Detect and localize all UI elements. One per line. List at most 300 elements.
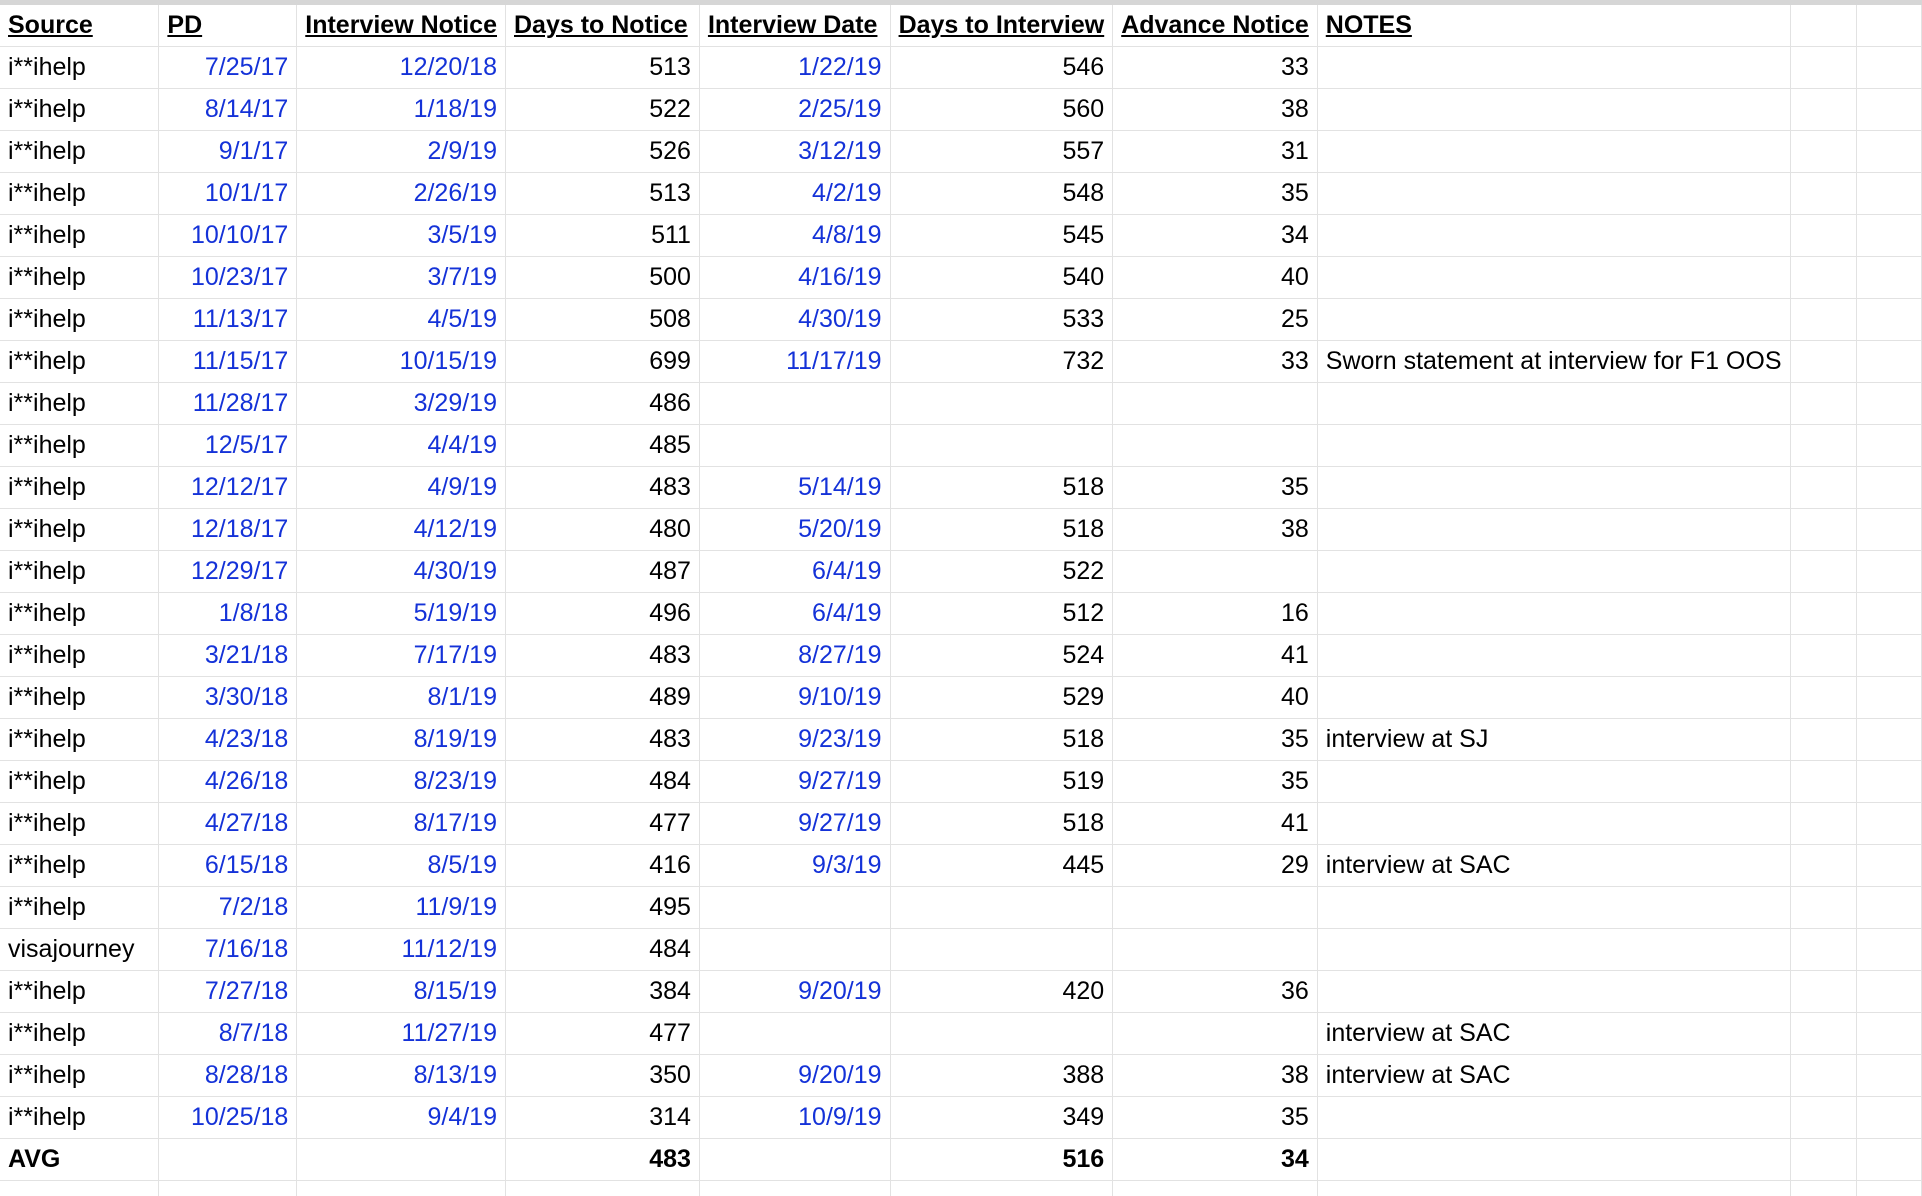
header-cell-extra-2[interactable] — [1856, 5, 1921, 47]
cell-pd[interactable]: 4/23/18 — [159, 719, 297, 761]
cell-extra-2[interactable] — [1856, 593, 1921, 635]
cell-extra-1[interactable] — [1790, 509, 1856, 551]
cell-interview-date[interactable] — [699, 1139, 890, 1181]
cell-extra-1[interactable] — [1790, 593, 1856, 635]
cell-days-to-notice[interactable]: 484 — [506, 761, 700, 803]
cell-days-to-notice[interactable]: 480 — [506, 509, 700, 551]
cell-extra-2[interactable] — [1856, 971, 1921, 1013]
cell-interview-date[interactable]: 5/14/19 — [699, 467, 890, 509]
cell-extra-2[interactable] — [1856, 677, 1921, 719]
cell-notice[interactable]: 8/13/19 — [297, 1055, 506, 1097]
cell-advance-notice[interactable]: 33 — [1113, 47, 1318, 89]
cell-source[interactable]: i**ihelp — [0, 1055, 159, 1097]
cell-interview-date[interactable]: 9/3/19 — [699, 845, 890, 887]
cell-interview-date[interactable]: 5/20/19 — [699, 509, 890, 551]
cell-notes[interactable] — [1317, 383, 1790, 425]
cell-notice[interactable]: 8/15/19 — [297, 971, 506, 1013]
cell-pd[interactable]: 12/12/17 — [159, 467, 297, 509]
cell-source[interactable]: i**ihelp — [0, 761, 159, 803]
cell-extra-1[interactable] — [1790, 845, 1856, 887]
cell-extra-2[interactable] — [1856, 845, 1921, 887]
cell-advance-notice[interactable]: 38 — [1113, 509, 1318, 551]
table-row — [0, 89, 1922, 131]
cell-extra-1[interactable] — [1790, 887, 1856, 929]
cell-days-to-interview[interactable]: 524 — [890, 635, 1113, 677]
cell-days-to-interview[interactable]: 548 — [890, 173, 1113, 215]
cell-pd[interactable]: 8/14/17 — [159, 89, 297, 131]
cell-notes[interactable] — [1317, 1139, 1790, 1181]
cell-extra-2[interactable] — [1856, 299, 1921, 341]
cell-source[interactable]: i**ihelp — [0, 341, 159, 383]
cell-extra-1[interactable] — [1790, 929, 1856, 971]
cell-interview-date[interactable]: 9/10/19 — [699, 677, 890, 719]
cell-pd[interactable]: 7/25/17 — [159, 47, 297, 89]
header-cell-interview-date[interactable]: Interview Date — [699, 5, 890, 47]
cell-advance-notice[interactable]: 35 — [1113, 173, 1318, 215]
header-cell-advance-notice[interactable]: Advance Notice — [1113, 5, 1318, 47]
cell-source[interactable]: i**ihelp — [0, 593, 159, 635]
cell-interview-date[interactable]: 9/20/19 — [699, 971, 890, 1013]
cell-notice[interactable]: 10/15/19 — [297, 341, 506, 383]
table-row — [0, 551, 1922, 593]
cell-extra-2[interactable] — [1856, 887, 1921, 929]
cell-source[interactable]: i**ihelp — [0, 677, 159, 719]
cell-extra-2[interactable] — [1856, 341, 1921, 383]
table-row — [0, 1013, 1922, 1055]
header-cell-source[interactable]: Source — [0, 5, 159, 47]
header-cell-pd[interactable]: PD — [159, 5, 297, 47]
cell-extra-2[interactable] — [1856, 425, 1921, 467]
empty-cell[interactable] — [699, 1181, 890, 1196]
cell-days-to-notice[interactable]: 513 — [506, 173, 700, 215]
cell-interview-date[interactable] — [699, 887, 890, 929]
avg-days-to-interview[interactable]: 516 — [890, 1139, 1113, 1181]
cell-pd[interactable]: 6/15/18 — [159, 845, 297, 887]
cell-notes[interactable]: interview at SAC — [1317, 845, 1790, 887]
cell-days-to-interview[interactable] — [890, 887, 1113, 929]
cell-notice[interactable]: 3/5/19 — [297, 215, 506, 257]
cell-days-to-interview[interactable] — [890, 1013, 1113, 1055]
cell-notes[interactable] — [1317, 551, 1790, 593]
cell-notes[interactable] — [1317, 803, 1790, 845]
avg-row — [0, 1139, 1922, 1181]
cell-extra-1[interactable] — [1790, 761, 1856, 803]
cell-pd[interactable]: 9/1/17 — [159, 131, 297, 173]
cell-days-to-interview[interactable]: 529 — [890, 677, 1113, 719]
cell-notes[interactable] — [1317, 257, 1790, 299]
cell-days-to-interview[interactable]: 518 — [890, 719, 1113, 761]
cell-days-to-notice[interactable]: 484 — [506, 929, 700, 971]
header-cell-notice[interactable]: Interview Notice — [297, 5, 506, 47]
cell-advance-notice[interactable]: 34 — [1113, 215, 1318, 257]
cell-notes[interactable]: interview at SJ — [1317, 719, 1790, 761]
cell-days-to-notice[interactable]: 489 — [506, 677, 700, 719]
cell-extra-1[interactable] — [1790, 1055, 1856, 1097]
cell-extra-2[interactable] — [1856, 467, 1921, 509]
table-row — [0, 677, 1922, 719]
cell-source[interactable]: i**ihelp — [0, 89, 159, 131]
cell-notice[interactable]: 3/7/19 — [297, 257, 506, 299]
empty-cell[interactable] — [1856, 1181, 1921, 1196]
cell-days-to-notice[interactable]: 314 — [506, 1097, 700, 1139]
cell-notes[interactable] — [1317, 467, 1790, 509]
cell-advance-notice[interactable]: 38 — [1113, 1055, 1318, 1097]
cell-pd[interactable]: 8/28/18 — [159, 1055, 297, 1097]
cell-extra-1[interactable] — [1790, 467, 1856, 509]
header-cell-extra-1[interactable] — [1790, 5, 1856, 47]
cell-source[interactable]: visajourney — [0, 929, 159, 971]
cell-days-to-notice[interactable]: 483 — [506, 635, 700, 677]
cell-days-to-interview[interactable]: 522 — [890, 551, 1113, 593]
cell-source[interactable]: i**ihelp — [0, 1013, 159, 1055]
cell-extra-2[interactable] — [1856, 551, 1921, 593]
cell-days-to-notice[interactable]: 508 — [506, 299, 700, 341]
cell-source[interactable]: i**ihelp — [0, 1097, 159, 1139]
cell-notice[interactable]: 4/12/19 — [297, 509, 506, 551]
cell-extra-1[interactable] — [1790, 1013, 1856, 1055]
cell-days-to-notice[interactable]: 487 — [506, 551, 700, 593]
cell-extra-1[interactable] — [1790, 215, 1856, 257]
table-row — [0, 47, 1922, 89]
cell-source[interactable]: i**ihelp — [0, 635, 159, 677]
cell-days-to-notice[interactable]: 486 — [506, 383, 700, 425]
cell-source[interactable]: i**ihelp — [0, 719, 159, 761]
cell-extra-1[interactable] — [1790, 1097, 1856, 1139]
cell-days-to-interview[interactable]: 512 — [890, 593, 1113, 635]
cell-notice[interactable]: 2/9/19 — [297, 131, 506, 173]
cell-extra-2[interactable] — [1856, 383, 1921, 425]
cell-extra-2[interactable] — [1856, 1055, 1921, 1097]
cell-source[interactable]: i**ihelp — [0, 551, 159, 593]
cell-notes[interactable] — [1317, 929, 1790, 971]
cell-days-to-interview[interactable]: 518 — [890, 467, 1113, 509]
cell-notes[interactable] — [1317, 173, 1790, 215]
cell-extra-1[interactable] — [1790, 383, 1856, 425]
cell-source[interactable]: i**ihelp — [0, 887, 159, 929]
cell-advance-notice[interactable]: 35 — [1113, 467, 1318, 509]
cell-pd[interactable]: 12/5/17 — [159, 425, 297, 467]
cell-days-to-interview[interactable]: 546 — [890, 47, 1113, 89]
cell-days-to-interview[interactable]: 518 — [890, 803, 1113, 845]
cell-notice[interactable]: 8/5/19 — [297, 845, 506, 887]
cell-notice[interactable]: 11/27/19 — [297, 1013, 506, 1055]
cell-interview-date[interactable]: 11/17/19 — [699, 341, 890, 383]
cell-days-to-notice[interactable]: 384 — [506, 971, 700, 1013]
cell-days-to-interview[interactable]: 560 — [890, 89, 1113, 131]
cell-notes[interactable] — [1317, 47, 1790, 89]
avg-advance-notice[interactable]: 34 — [1113, 1139, 1318, 1181]
cell-notice[interactable]: 3/29/19 — [297, 383, 506, 425]
cell-source[interactable]: i**ihelp — [0, 383, 159, 425]
avg-label[interactable]: AVG — [0, 1139, 159, 1181]
cell-notice[interactable]: 1/18/19 — [297, 89, 506, 131]
cell-interview-date[interactable]: 6/4/19 — [699, 593, 890, 635]
cell-interview-date[interactable] — [699, 383, 890, 425]
cell-notice[interactable]: 11/9/19 — [297, 887, 506, 929]
cell-extra-1[interactable] — [1790, 677, 1856, 719]
cell-interview-date[interactable]: 9/23/19 — [699, 719, 890, 761]
cell-interview-date[interactable]: 2/25/19 — [699, 89, 890, 131]
cell-pd[interactable]: 12/29/17 — [159, 551, 297, 593]
cell-source[interactable]: i**ihelp — [0, 467, 159, 509]
cell-pd[interactable]: 10/1/17 — [159, 173, 297, 215]
cell-advance-notice[interactable]: 36 — [1113, 971, 1318, 1013]
cell-notes[interactable]: Sworn statement at interview for F1 OOS — [1317, 341, 1790, 383]
cell-pd[interactable]: 4/27/18 — [159, 803, 297, 845]
cell-source[interactable]: i**ihelp — [0, 215, 159, 257]
cell-days-to-interview[interactable]: 349 — [890, 1097, 1113, 1139]
cell-notes[interactable] — [1317, 509, 1790, 551]
cell-extra-2[interactable] — [1856, 929, 1921, 971]
cell-days-to-interview[interactable]: 732 — [890, 341, 1113, 383]
cell-interview-date[interactable]: 4/30/19 — [699, 299, 890, 341]
cell-advance-notice[interactable] — [1113, 1013, 1318, 1055]
cell-extra-1[interactable] — [1790, 89, 1856, 131]
cell-source[interactable]: i**ihelp — [0, 131, 159, 173]
cell-advance-notice[interactable]: 40 — [1113, 257, 1318, 299]
cell-notice[interactable]: 2/26/19 — [297, 173, 506, 215]
cell-source[interactable]: i**ihelp — [0, 173, 159, 215]
cell-extra-2[interactable] — [1856, 215, 1921, 257]
cell-interview-date[interactable]: 10/9/19 — [699, 1097, 890, 1139]
cell-notice[interactable]: 7/17/19 — [297, 635, 506, 677]
avg-days-to-notice[interactable]: 483 — [506, 1139, 700, 1181]
cell-extra-2[interactable] — [1856, 47, 1921, 89]
table-row — [0, 971, 1922, 1013]
table-row — [0, 761, 1922, 803]
cell-extra-2[interactable] — [1856, 257, 1921, 299]
cell-notice[interactable]: 4/30/19 — [297, 551, 506, 593]
cell-notice[interactable]: 4/9/19 — [297, 467, 506, 509]
cell-notes[interactable]: interview at SAC — [1317, 1055, 1790, 1097]
cell-notice[interactable]: 8/23/19 — [297, 761, 506, 803]
cell-extra-1[interactable] — [1790, 173, 1856, 215]
cell-source[interactable]: i**ihelp — [0, 803, 159, 845]
cell-notes[interactable] — [1317, 1097, 1790, 1139]
cell-days-to-notice[interactable]: 495 — [506, 887, 700, 929]
cell-notes[interactable] — [1317, 677, 1790, 719]
cell-pd[interactable]: 1/8/18 — [159, 593, 297, 635]
cell-notice[interactable]: 9/4/19 — [297, 1097, 506, 1139]
cell-days-to-interview[interactable] — [890, 383, 1113, 425]
cell-notes[interactable] — [1317, 971, 1790, 1013]
cell-advance-notice[interactable] — [1113, 887, 1318, 929]
cell-extra-1[interactable] — [1790, 299, 1856, 341]
cell-interview-date[interactable] — [699, 1013, 890, 1055]
cell-extra-2[interactable] — [1856, 1139, 1921, 1181]
cell-advance-notice[interactable]: 41 — [1113, 635, 1318, 677]
cell-notice[interactable]: 12/20/18 — [297, 47, 506, 89]
cell-extra-1[interactable] — [1790, 341, 1856, 383]
cell-days-to-interview[interactable]: 519 — [890, 761, 1113, 803]
cell-days-to-interview[interactable]: 533 — [890, 299, 1113, 341]
empty-cell[interactable] — [1790, 1181, 1856, 1196]
empty-cell[interactable] — [506, 1181, 700, 1196]
cell-extra-1[interactable] — [1790, 131, 1856, 173]
cell-days-to-interview[interactable]: 540 — [890, 257, 1113, 299]
cell-days-to-notice[interactable]: 513 — [506, 47, 700, 89]
cell-notes[interactable] — [1317, 635, 1790, 677]
cell-advance-notice[interactable]: 35 — [1113, 761, 1318, 803]
cell-interview-date[interactable]: 1/22/19 — [699, 47, 890, 89]
header-cell-days-to-interview[interactable]: Days to Interview — [890, 5, 1113, 47]
cell-days-to-notice[interactable]: 699 — [506, 341, 700, 383]
cell-notes[interactable] — [1317, 215, 1790, 257]
cell-days-to-interview[interactable] — [890, 929, 1113, 971]
cell-notes[interactable] — [1317, 593, 1790, 635]
cell-days-to-interview[interactable]: 518 — [890, 509, 1113, 551]
cell-source[interactable]: i**ihelp — [0, 971, 159, 1013]
header-cell-notes[interactable]: NOTES — [1317, 5, 1790, 47]
cell-days-to-interview[interactable] — [890, 425, 1113, 467]
cell-notes[interactable]: interview at SAC — [1317, 1013, 1790, 1055]
cell-advance-notice[interactable]: 33 — [1113, 341, 1318, 383]
cell-extra-1[interactable] — [1790, 551, 1856, 593]
cell-advance-notice[interactable] — [1113, 383, 1318, 425]
cell-pd[interactable]: 7/16/18 — [159, 929, 297, 971]
cell-pd[interactable]: 10/10/17 — [159, 215, 297, 257]
cell-pd[interactable]: 11/28/17 — [159, 383, 297, 425]
cell-advance-notice[interactable] — [1113, 551, 1318, 593]
cell-extra-1[interactable] — [1790, 635, 1856, 677]
cell-extra-2[interactable] — [1856, 761, 1921, 803]
empty-cell[interactable] — [1113, 1181, 1318, 1196]
empty-cell[interactable] — [1317, 1181, 1790, 1196]
cell-extra-2[interactable] — [1856, 131, 1921, 173]
cell-interview-date[interactable]: 8/27/19 — [699, 635, 890, 677]
table-row — [0, 593, 1922, 635]
cell-notes[interactable] — [1317, 425, 1790, 467]
cell-notice[interactable] — [297, 1139, 506, 1181]
cell-advance-notice[interactable]: 38 — [1113, 89, 1318, 131]
cell-extra-2[interactable] — [1856, 173, 1921, 215]
cell-advance-notice[interactable]: 29 — [1113, 845, 1318, 887]
cell-notice[interactable]: 5/19/19 — [297, 593, 506, 635]
cell-source[interactable]: i**ihelp — [0, 425, 159, 467]
cell-interview-date[interactable] — [699, 425, 890, 467]
cell-advance-notice[interactable] — [1113, 929, 1318, 971]
cell-source[interactable]: i**ihelp — [0, 845, 159, 887]
cell-notice[interactable]: 11/12/19 — [297, 929, 506, 971]
cell-advance-notice[interactable]: 40 — [1113, 677, 1318, 719]
cell-advance-notice[interactable]: 35 — [1113, 719, 1318, 761]
cell-extra-2[interactable] — [1856, 1013, 1921, 1055]
cell-extra-2[interactable] — [1856, 509, 1921, 551]
cell-days-to-interview[interactable]: 557 — [890, 131, 1113, 173]
cell-pd[interactable]: 4/26/18 — [159, 761, 297, 803]
cell-notice[interactable]: 8/1/19 — [297, 677, 506, 719]
cell-advance-notice[interactable]: 41 — [1113, 803, 1318, 845]
empty-cell[interactable] — [0, 1181, 159, 1196]
cell-interview-date[interactable]: 4/16/19 — [699, 257, 890, 299]
cell-extra-2[interactable] — [1856, 803, 1921, 845]
cell-extra-1[interactable] — [1790, 47, 1856, 89]
cell-pd[interactable]: 3/30/18 — [159, 677, 297, 719]
cell-extra-1[interactable] — [1790, 803, 1856, 845]
cell-interview-date[interactable]: 9/27/19 — [699, 803, 890, 845]
cell-advance-notice[interactable]: 25 — [1113, 299, 1318, 341]
cell-interview-date[interactable]: 3/12/19 — [699, 131, 890, 173]
cell-notice[interactable]: 8/17/19 — [297, 803, 506, 845]
table-row — [0, 1055, 1922, 1097]
cell-pd[interactable]: 11/13/17 — [159, 299, 297, 341]
cell-interview-date[interactable]: 4/8/19 — [699, 215, 890, 257]
empty-cell[interactable] — [890, 1181, 1113, 1196]
cell-notes[interactable] — [1317, 89, 1790, 131]
cell-days-to-notice[interactable]: 526 — [506, 131, 700, 173]
cell-interview-date[interactable]: 6/4/19 — [699, 551, 890, 593]
header-cell-days-to-notice[interactable]: Days to Notice — [506, 5, 700, 47]
cell-extra-2[interactable] — [1856, 635, 1921, 677]
cell-pd[interactable] — [159, 1139, 297, 1181]
cell-notice[interactable]: 4/4/19 — [297, 425, 506, 467]
cell-source[interactable]: i**ihelp — [0, 299, 159, 341]
cell-days-to-interview[interactable]: 445 — [890, 845, 1113, 887]
cell-extra-1[interactable] — [1790, 971, 1856, 1013]
cell-interview-date[interactable]: 4/2/19 — [699, 173, 890, 215]
cell-pd[interactable]: 8/7/18 — [159, 1013, 297, 1055]
cell-notes[interactable] — [1317, 131, 1790, 173]
cell-notes[interactable] — [1317, 299, 1790, 341]
cell-days-to-notice[interactable]: 511 — [506, 215, 700, 257]
cell-interview-date[interactable]: 9/20/19 — [699, 1055, 890, 1097]
cell-notice[interactable]: 4/5/19 — [297, 299, 506, 341]
cell-pd[interactable]: 10/23/17 — [159, 257, 297, 299]
cell-days-to-notice[interactable]: 500 — [506, 257, 700, 299]
cell-pd[interactable]: 12/18/17 — [159, 509, 297, 551]
cell-days-to-notice[interactable]: 522 — [506, 89, 700, 131]
cell-interview-date[interactable]: 9/27/19 — [699, 761, 890, 803]
cell-advance-notice[interactable]: 35 — [1113, 1097, 1318, 1139]
cell-advance-notice[interactable]: 16 — [1113, 593, 1318, 635]
cell-extra-2[interactable] — [1856, 719, 1921, 761]
cell-source[interactable]: i**ihelp — [0, 47, 159, 89]
cell-extra-2[interactable] — [1856, 89, 1921, 131]
cell-days-to-notice[interactable]: 477 — [506, 1013, 700, 1055]
cell-extra-1[interactable] — [1790, 1139, 1856, 1181]
cell-days-to-notice[interactable]: 485 — [506, 425, 700, 467]
cell-pd[interactable]: 11/15/17 — [159, 341, 297, 383]
empty-cell[interactable] — [297, 1181, 506, 1196]
cell-notes[interactable] — [1317, 761, 1790, 803]
cell-extra-2[interactable] — [1856, 1097, 1921, 1139]
cell-days-to-interview[interactable]: 420 — [890, 971, 1113, 1013]
cell-days-to-notice[interactable]: 350 — [506, 1055, 700, 1097]
cell-source[interactable]: i**ihelp — [0, 257, 159, 299]
cell-notice[interactable]: 8/19/19 — [297, 719, 506, 761]
empty-cell[interactable] — [159, 1181, 297, 1196]
cell-source[interactable]: i**ihelp — [0, 509, 159, 551]
cell-pd[interactable]: 7/27/18 — [159, 971, 297, 1013]
cell-extra-1[interactable] — [1790, 425, 1856, 467]
cell-days-to-interview[interactable]: 388 — [890, 1055, 1113, 1097]
cell-pd[interactable]: 10/25/18 — [159, 1097, 297, 1139]
cell-interview-date[interactable] — [699, 929, 890, 971]
cell-days-to-notice[interactable]: 496 — [506, 593, 700, 635]
cell-days-to-notice[interactable]: 477 — [506, 803, 700, 845]
cell-advance-notice[interactable] — [1113, 425, 1318, 467]
cell-notes[interactable] — [1317, 887, 1790, 929]
cell-advance-notice[interactable]: 31 — [1113, 131, 1318, 173]
cell-days-to-notice[interactable]: 483 — [506, 467, 700, 509]
cell-pd[interactable]: 3/21/18 — [159, 635, 297, 677]
cell-days-to-notice[interactable]: 416 — [506, 845, 700, 887]
cell-days-to-interview[interactable]: 545 — [890, 215, 1113, 257]
cell-extra-1[interactable] — [1790, 719, 1856, 761]
cell-pd[interactable]: 7/2/18 — [159, 887, 297, 929]
cell-extra-1[interactable] — [1790, 257, 1856, 299]
cell-days-to-notice[interactable]: 483 — [506, 719, 700, 761]
